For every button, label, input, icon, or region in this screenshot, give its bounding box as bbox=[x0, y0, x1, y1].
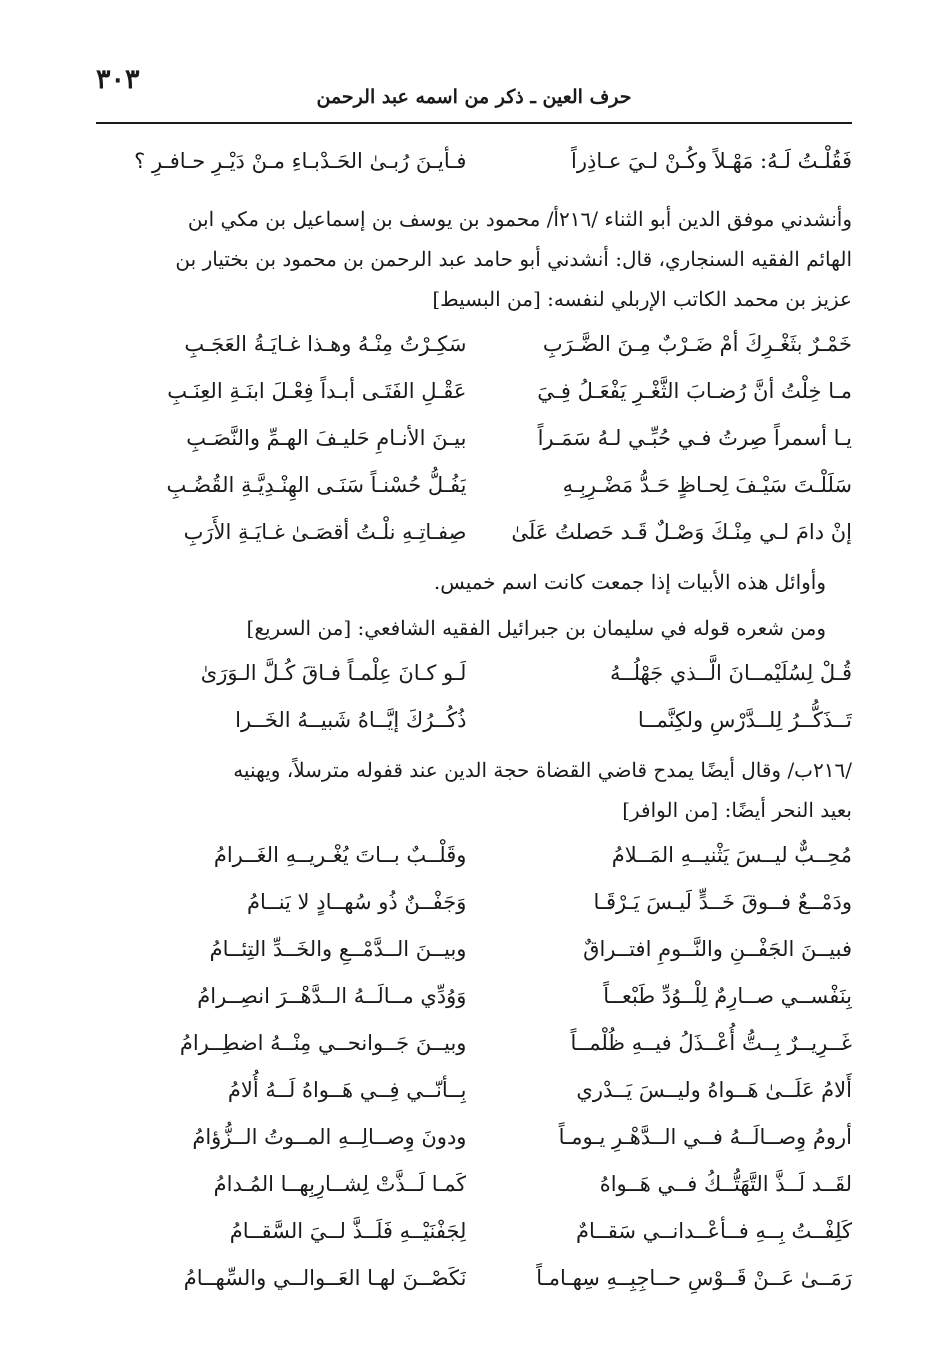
verse-first-hemistich: بِنَفْســي صــارِمٌ لِلْــوُدِّ طَبْعــاً bbox=[603, 984, 852, 1008]
poem3-verse bbox=[96, 1208, 852, 1255]
poem3-verse bbox=[96, 879, 852, 926]
verse-second-hemistich: لِجَفْنَيْــهِ فَلَــذَّ لــيَ السَّقــامُ bbox=[229, 1219, 467, 1243]
verse-second-hemistich: لَـو كـانَ عِلْمـاً فـاقَ كُـلَّ الـوَرَىٰ bbox=[200, 661, 467, 685]
verse-second-hemistich: بيـنَ الأنـامِ حَليـفَ الهـمِّ والنَّصَـبِ bbox=[186, 426, 467, 450]
verse-second-hemistich: وبيــنَ الــدَّمْــعِ والخَــدِّ التِئــامُ bbox=[209, 937, 467, 961]
prose-text: ومن شعره قوله في سليمان بن جبرائيل الفقيه الشافعي: [من السريع] bbox=[246, 616, 826, 640]
poem3-verse bbox=[96, 1255, 852, 1302]
prose-line: بعيد النحر أيضًا: [من الوافر] bbox=[622, 798, 852, 822]
page-header bbox=[96, 60, 852, 124]
poem3-verse bbox=[96, 926, 852, 973]
verse-second-hemistich: ذُكُــرُكَ إيَّــاهُ شَبيــهُ الخَــرا bbox=[235, 708, 467, 732]
verse-first-hemistich: تَــذَكُّــرُ لِلــدَّرْسِ ولكِنَّمــا bbox=[637, 708, 852, 732]
verse-second-hemistich: فـأيـنَ رُبـىٰ الحَـدْبـاءِ مـنْ دَيْـرِ حـافـرِ ؟ bbox=[134, 149, 467, 173]
poem3-verse bbox=[96, 1161, 852, 1208]
verse-first-hemistich: فبيــنَ الجَفْــنِ والنَّــومِ افتــراقٌ bbox=[583, 937, 852, 961]
prose-text: وأوائل هذه الأبيات إذا جمعت كانت اسم خميس. bbox=[433, 570, 826, 594]
prose-line: الهائم الفقيه السنجاري، قال: أنشدني أبو حامد عبد الرحمن بن محمود بن بختيار بن bbox=[175, 247, 852, 271]
running-title: حرف العين ـ ذكر من اسمه عبد الرحمن bbox=[316, 86, 632, 108]
prose-line bbox=[96, 608, 852, 648]
verse-first-hemistich: ودَمْــعٌ فــوقَ خَــدٍّ لَيـسَ يَـرْقَـا bbox=[593, 890, 852, 914]
opening-verse bbox=[96, 138, 852, 185]
poem1-verse bbox=[96, 509, 852, 556]
verse-first-hemistich: يـا أسمراً صِرتُ فـي حُبِّـي لـهُ سَمَـراً bbox=[537, 426, 852, 450]
verse-second-hemistich: وَجَفْــنٌ ذُو سُهــادٍ لا يَنــامُ bbox=[247, 890, 467, 914]
verse-first-hemistich: مُحِــبٌّ ليــسَ يَثْنيــهِ المَــلامُ bbox=[611, 843, 852, 867]
prose-passage-3 bbox=[96, 608, 852, 648]
poem1-verse bbox=[96, 462, 852, 509]
page-body bbox=[96, 138, 852, 1302]
poem2-verse bbox=[96, 650, 852, 697]
verse-second-hemistich: وبيــنَ جَــوانحــي مِنْــهُ اضطِــرامُ bbox=[179, 1031, 467, 1055]
prose-line: عزيز بن محمد الكاتب الإربلي لنفسه: [من البسيط] bbox=[432, 287, 852, 311]
poem2-verse bbox=[96, 697, 852, 744]
verse-first-hemistich: رَمَــىٰ عَــنْ قَــوْسِ حــاجِبِــهِ سِهـامـاً bbox=[536, 1266, 852, 1290]
prose-line: /٢١٦ب/ وقال أيضًا يمدح قاضي القضاة حجة الدين عند قفوله مترسلاً، ويهنيه bbox=[233, 758, 852, 782]
verse-second-hemistich: بِــأنّــي فِــي هَــواهُ لَــهُ أُلامُ bbox=[227, 1078, 467, 1102]
verse-second-hemistich: وقَلْــبٌ بــاتَ يُغْـريــهِ الغَــرامُ bbox=[213, 843, 467, 867]
verse-first-hemistich: كَلِفْــتُ بِــهِ فــأعْــدانــي سَقــامٌ bbox=[576, 1219, 852, 1243]
prose-passage-1 bbox=[96, 199, 852, 319]
poem1-verse bbox=[96, 415, 852, 462]
verse-first-hemistich: مـا خِلْتُ أنَّ رُضـابَ الثَّغْـرِ يَفْعَـلُ فِـيَ bbox=[537, 379, 852, 403]
prose-passage-2 bbox=[96, 562, 852, 602]
verse-first-hemistich: لقَــد لَــذَّ التَّهَتُّــكُ فــي هَــواهُ bbox=[599, 1172, 852, 1196]
poem3-verse bbox=[96, 1020, 852, 1067]
poem3-verse bbox=[96, 973, 852, 1020]
verse-second-hemistich: وَوُدِّي مــالَــهُ الــدَّهْــرَ انصِــرامُ bbox=[197, 984, 467, 1008]
verse-second-hemistich: نَكَصْــنَ لهـا العَــوالــي والسِّهــامُ bbox=[183, 1266, 467, 1290]
page-number: ٣٠٣ bbox=[96, 64, 140, 95]
verse-second-hemistich: كَمـا لَــذَّتْ لِشــارِبِهــا المُـدامُ bbox=[213, 1172, 467, 1196]
verse-second-hemistich: سَكِـرْتُ مِنْـهُ وهـذا غـايَـةُ العَجَـبِ bbox=[184, 332, 467, 356]
verse-first-hemistich: فَقُلْـتُ لَـهُ: مَهْـلاً وكُـنْ لـيَ عـاذِراً bbox=[571, 149, 852, 173]
prose-passage-4 bbox=[96, 750, 852, 830]
prose-line bbox=[96, 562, 852, 602]
verse-first-hemistich: أرومُ وِصــالَــهُ فــي الــدَّهْـرِ يـومـاً bbox=[558, 1125, 852, 1149]
poem1-verse bbox=[96, 321, 852, 368]
verse-first-hemistich: غَــرِيــرٌ بِــتُّ أُعْــذَلُ فيــهِ ظُلْمــاً bbox=[570, 1031, 852, 1055]
poem1-verse bbox=[96, 368, 852, 415]
verse-first-hemistich: إنْ دامَ لـي مِنْـكَ وَصْـلٌ قَـد حَصلتُ عَلَىٰ bbox=[511, 520, 852, 544]
verse-first-hemistich: سَلَلْـتَ سَيْـفَ لِحـاظٍ حَـدُّ مَضْـرِبِـهِ bbox=[562, 473, 852, 497]
poem3-verse bbox=[96, 1067, 852, 1114]
verse-first-hemistich: قُـلْ لِسُلَيْمــانَ الَّــذي جَهْلُــهُ bbox=[610, 661, 852, 685]
verse-first-hemistich: خَمْـرٌ بثَغْـرِكَ أمْ ضَـرْبٌ مِـنَ الضَّـرَبِ bbox=[542, 332, 852, 356]
poem3-verse bbox=[96, 1114, 852, 1161]
verse-second-hemistich: عَقْـلِ الفَتَـى أبـداً فِعْـلَ ابنَـةِ العِنَـبِ bbox=[167, 379, 467, 403]
verse-second-hemistich: يَفُـلُّ حُسْنـاً سَنَـى الهِنْـدِيَّـةِ القُضُـبِ bbox=[166, 473, 467, 497]
poem3-verse bbox=[96, 832, 852, 879]
verse-second-hemistich: صِفـاتِـهِ نلْـتُ أقصَـىٰ غـايَـةِ الأَرَبِ bbox=[183, 520, 467, 544]
prose-line: وأنشدني موفق الدين أبو الثناء /٢١٦أ/ محمود بن يوسف بن إسماعيل بن مكي ابن bbox=[187, 207, 852, 231]
verse-first-hemistich: أَلامُ عَلَــىٰ هَــواهُ وليــسَ يَــدْري bbox=[576, 1078, 852, 1102]
verse-second-hemistich: ودونَ وِصــالِــهِ المــوتُ الــزُّؤامُ bbox=[192, 1125, 467, 1149]
